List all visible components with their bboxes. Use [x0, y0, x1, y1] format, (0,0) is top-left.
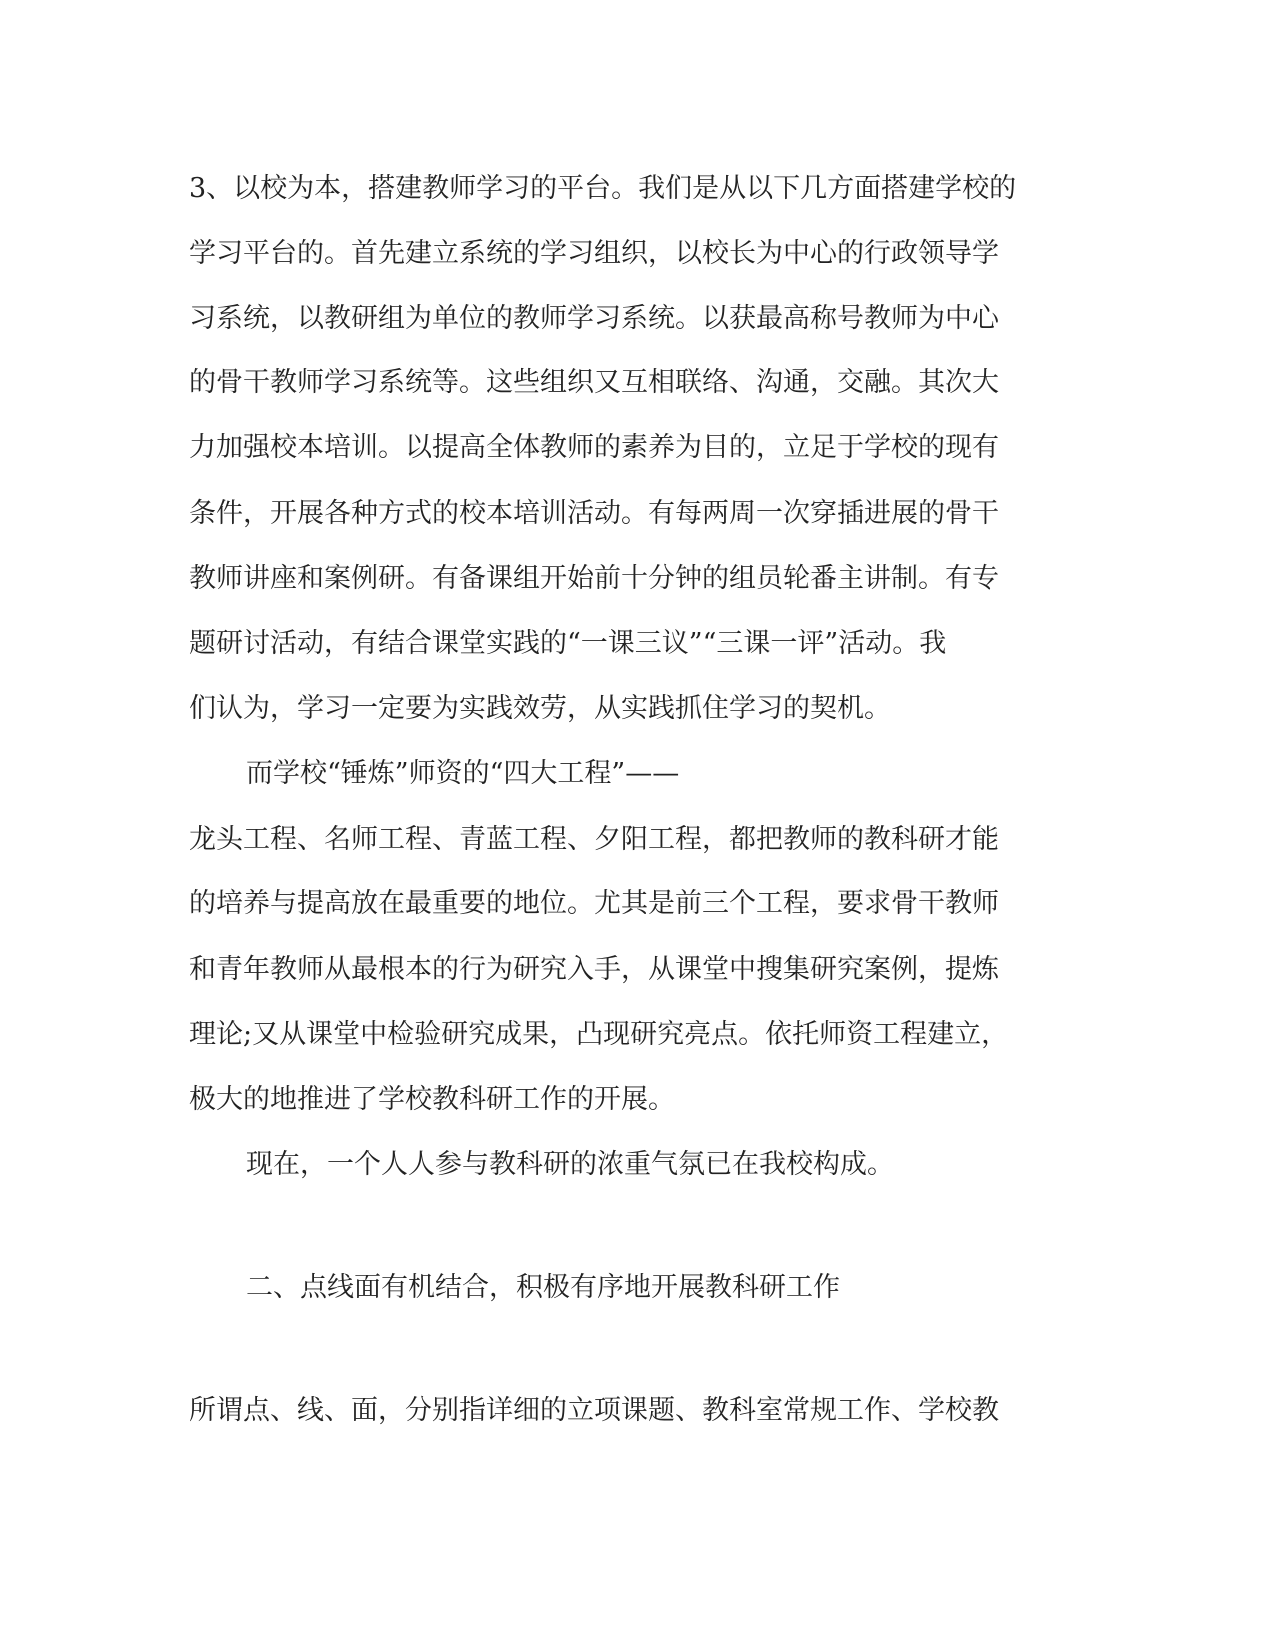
text-line: 们认为，学习一定要为实践效劳，从实践抓住学习的契机。 [189, 693, 891, 724]
text-line: 理论;又从课堂中检验研究成果，凸现研究亮点。依托师资工程建立， [189, 1019, 1009, 1050]
text-line: 龙头工程、名师工程、青蓝工程、夕阳工程，都把教师的教科研才能 [189, 824, 999, 855]
text-line: 力加强校本培训。以提高全体教师的素养为目的，立足于学校的现有 [189, 432, 999, 463]
text-line: 的骨干教师学习系统等。这些组织又互相联络、沟通，交融。其次大 [189, 367, 999, 398]
text-line: 极大的地推进了学校教科研工作的开展。 [189, 1084, 675, 1115]
text-line: 习系统，以教研组为单位的教师学习系统。以获最高称号教师为中心 [189, 303, 999, 334]
text-line: 3、以校为本，搭建教师学习的平台。我们是从以下几方面搭建学校的 [189, 173, 1017, 204]
text-line: 学习平台的。首先建立系统的学习组织，以校长为中心的行政领导学 [189, 238, 999, 269]
text-line: 而学校“锤炼”师资的“四大工程”—— [246, 758, 680, 789]
section-heading: 二、点线面有机结合，积极有序地开展教科研工作 [246, 1272, 840, 1303]
text-line: 现在，一个人人参与教科研的浓重气氛已在我校构成。 [246, 1149, 894, 1180]
text-line: 的培养与提高放在最重要的地位。尤其是前三个工程，要求骨干教师 [189, 888, 999, 919]
text-line: 和青年教师从最根本的行为研究入手，从课堂中搜集研究案例，提炼 [189, 954, 999, 985]
text-line: 所谓点、线、面，分别指详细的立项课题、教科室常规工作、学校教 [189, 1395, 999, 1426]
text-line: 教师讲座和案例研。有备课组开始前十分钟的组员轮番主讲制。有专 [189, 563, 999, 594]
text-line: 条件，开展各种方式的校本培训活动。有每两周一次穿插进展的骨干 [189, 498, 999, 529]
text-line: 题研讨活动，有结合课堂实践的“一课三议”“三课一评”活动。我 [189, 628, 947, 659]
